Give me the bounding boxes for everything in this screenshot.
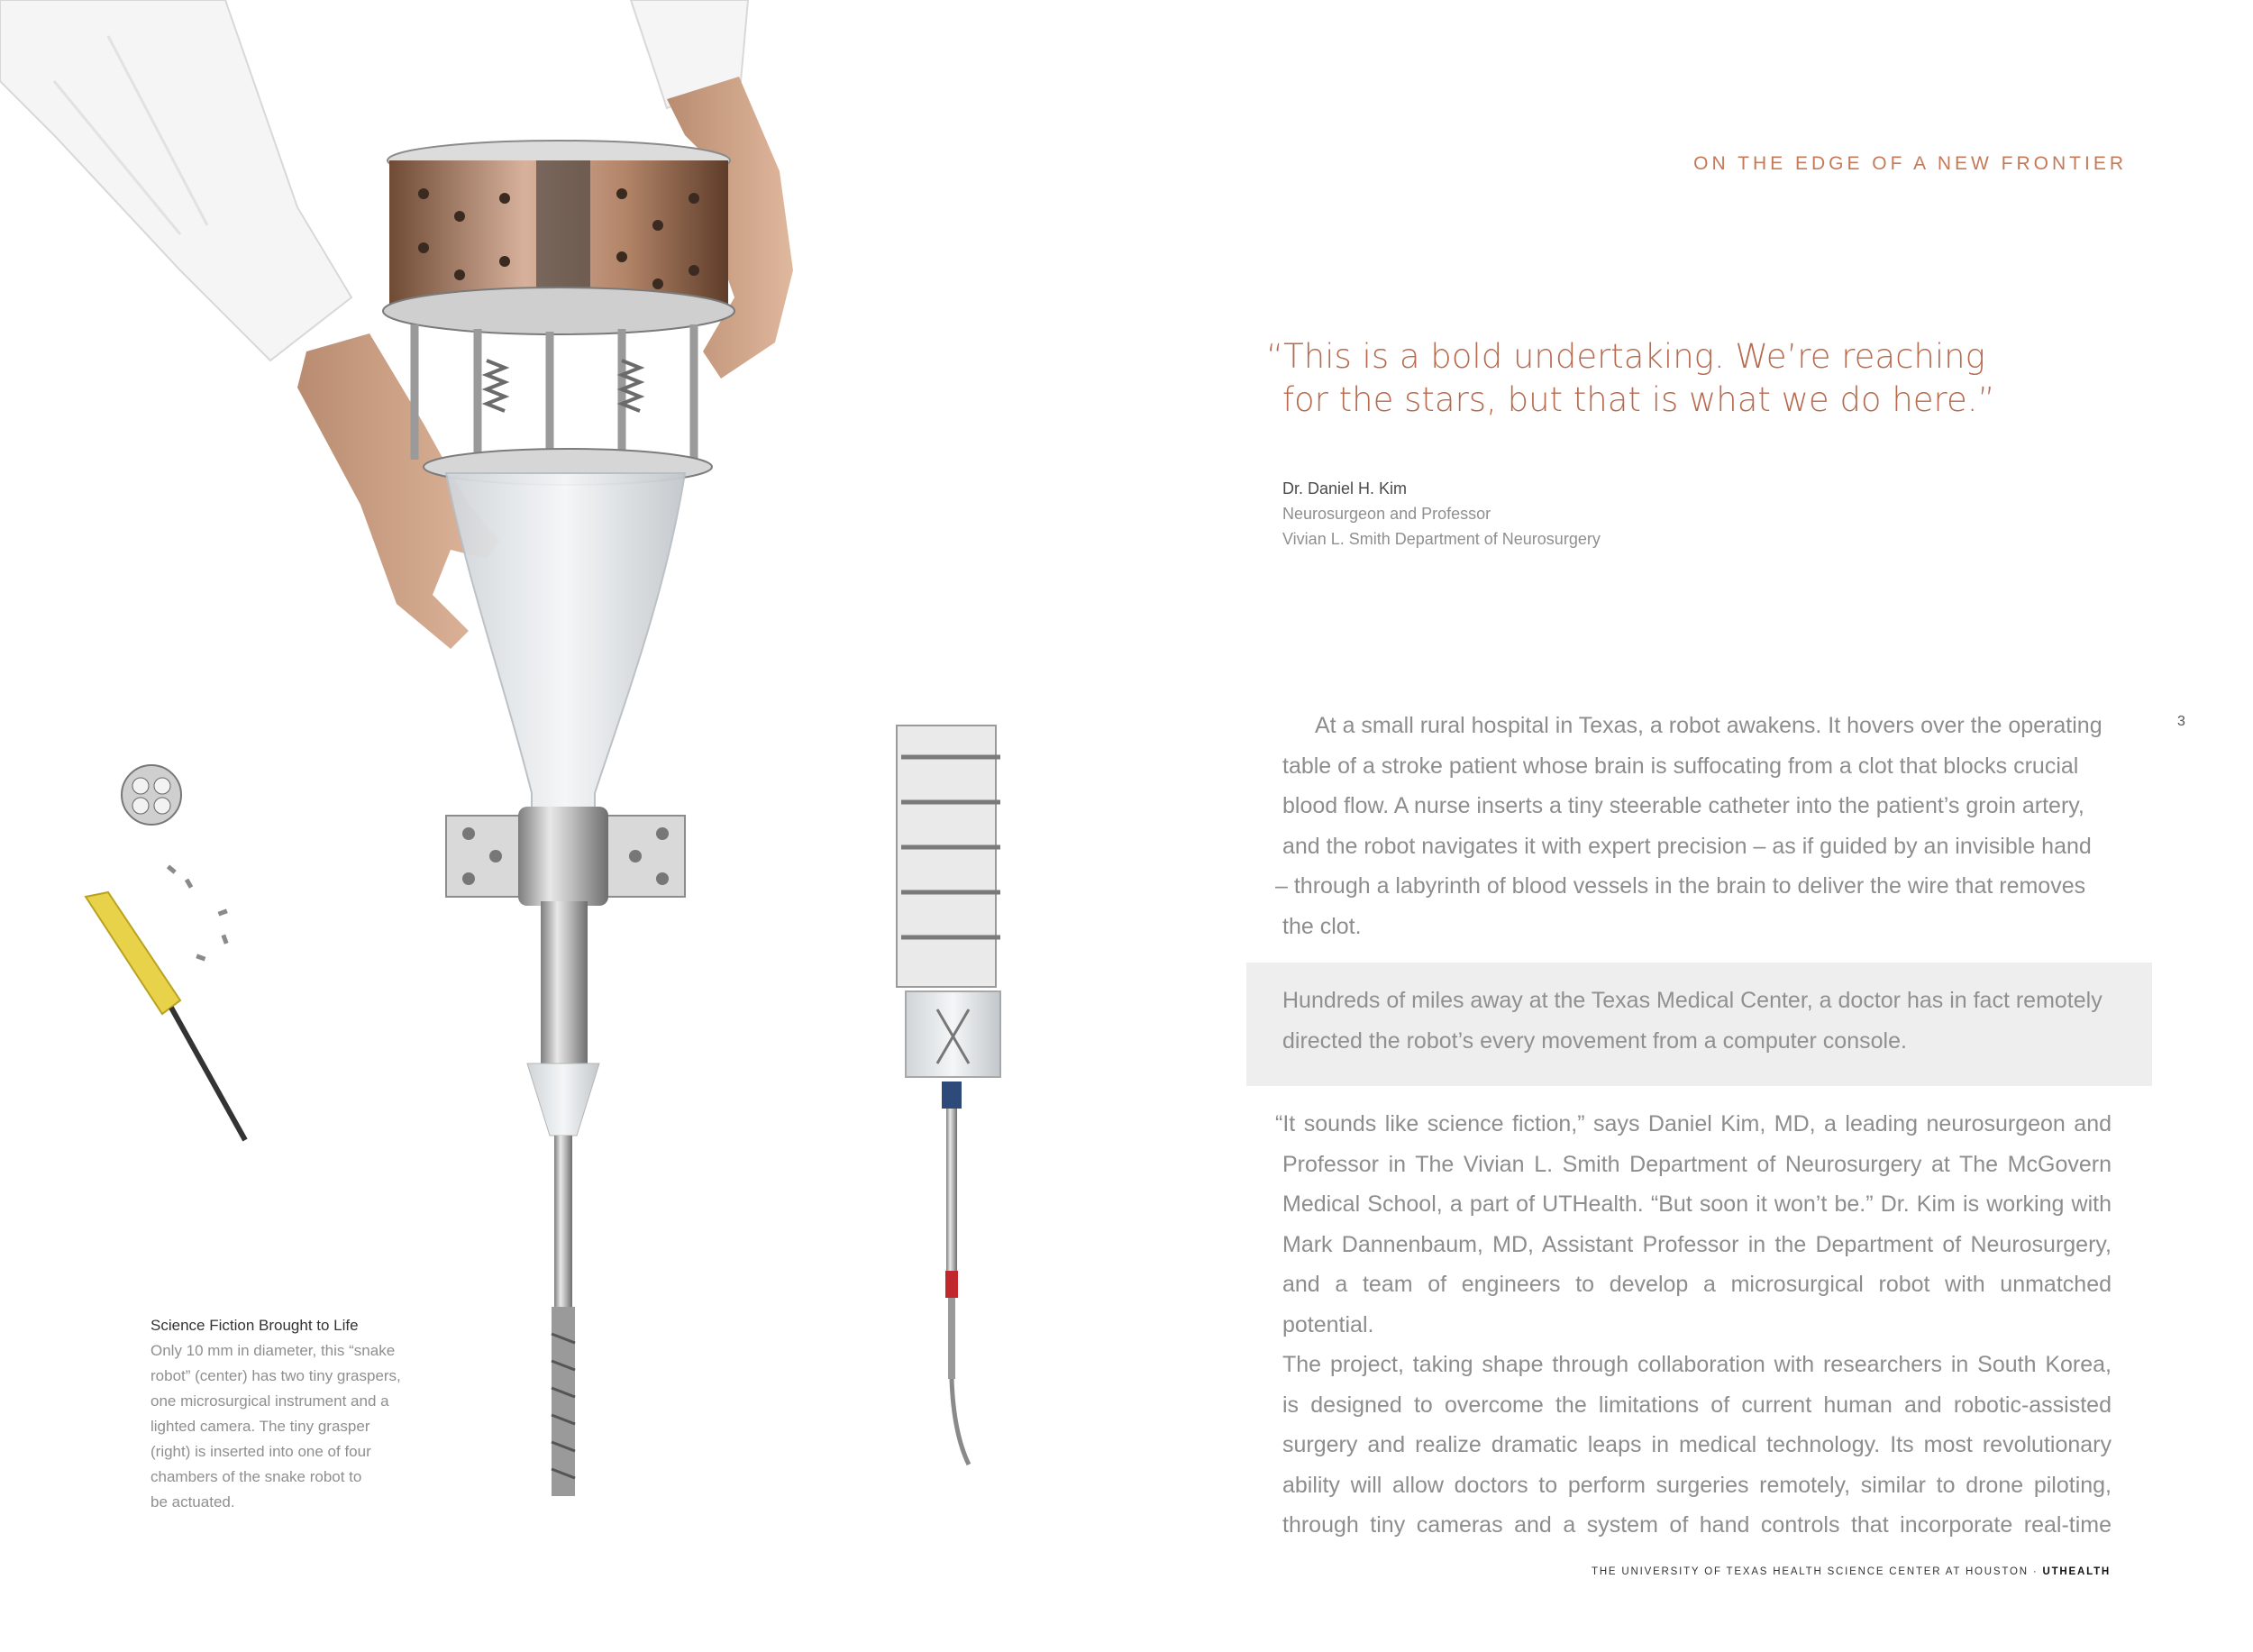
grasper-instrument [897,726,1000,1465]
caption-line: chambers of the snake robot to [151,1468,362,1485]
paragraph-line: blood flow. A nurse inserts a tiny steerable catheter into the patient’s groin artery, [1282,793,2084,818]
paragraph-line: and the robot navigates it with expert precision – as if guided by an invisible hand [1282,833,2092,859]
paragraph-line: – through a labyrinth of blood vessels in the brain to deliver the wire that removes [1275,873,2086,899]
footer-separator: · [2032,1566,2039,1577]
callout-line: Hundreds of miles away at the Texas Medical Center, a doctor has in fact remotely [1282,988,2102,1013]
paragraph-line: is designed to overcome the limitations of current human and robotic-assisted [1282,1392,2112,1418]
caption-line: (right) is inserted into one of four [151,1443,371,1460]
paragraph-line: the clot. [1282,913,1362,939]
caption-line: be actuated. [151,1493,235,1511]
caption-line: Only 10 mm in diameter, this “snake [151,1342,396,1359]
photo-caption [151,1313,448,1515]
paragraph-line: At a small rural hospital in Texas, a robot awakens. It hovers over the operating [1315,713,2102,738]
callout-box [1246,963,2152,1086]
caption-line: lighted camera. The tiny grasper [151,1418,370,1435]
paragraph-line: Medical School, a part of UTHealth. “But soon it won’t be.” Dr. Kim is working with [1282,1191,2112,1217]
caption-line: robot” (center) has two tiny graspers, [151,1367,401,1384]
callout-line: directed the robot’s every movement from a computer console. [1282,1027,1907,1054]
pull-quote-line-1: “This is a bold undertaking. We’re reaching [1266,337,1985,376]
screwdriver [86,892,245,1140]
page-number: 3 [2177,714,2185,729]
paragraph-intro [1275,706,2112,946]
paragraph-line: ability will allow doctors to perform surgeries remotely, similar to drone piloting, [1282,1472,2112,1498]
paragraph-line: table of a stroke patient whose brain is suffocating from a clot that blocks crucial [1282,753,2079,779]
paragraph-line: surgery and realize dramatic leaps in medical technology. Its most revolutionary [1282,1432,2112,1457]
robot-drum [383,141,734,485]
robot-clamp [446,807,685,906]
paragraph-line: The project, taking shape through collaboration with researchers in South Korea, [1282,1352,2112,1377]
robot-funnel [446,473,685,811]
attribution-department: Vivian L. Smith Department of Neurosurgery [1282,530,1601,548]
left-sleeve [0,0,351,361]
small-parts [122,765,229,962]
footer-brand: UTHEALTH [2042,1566,2111,1577]
footer-institution: THE UNIVERSITY OF TEXAS HEALTH SCIENCE CENTER AT HOUSTON [1592,1566,2029,1577]
pull-quote-line-2: for the stars, but that is what we do here.” [1282,380,1995,419]
paragraph-line: “It sounds like science fiction,” says Daniel Kim, MD, a leading neurosurgeon and [1275,1111,2112,1136]
callout-text [1282,981,2121,1061]
paragraph-line: and a team of engineers to develop a microsurgical robot with unmatched potential. [1282,1272,2112,1337]
quote-attribution [1282,476,1601,552]
page-footer [1352,1566,2111,1577]
paragraph-line: through tiny cameras and a system of hand controls that incorporate real-time [1282,1512,2112,1538]
section-kicker: ON THE EDGE OF A NEW FRONTIER [1693,153,2127,174]
caption-line: one microsurgical instrument and a [151,1392,389,1410]
paragraph-line: Professor in The Vivian L. Smith Department of Neurosurgery at The McGovern [1282,1151,2112,1177]
paragraph-line: Mark Dannenbaum, MD, Assistant Professor in the Department of Neurosurgery, [1282,1231,2112,1257]
attribution-title: Neurosurgeon and Professor [1282,505,1491,523]
paragraph-main [1275,1104,2112,1546]
attribution-name: Dr. Daniel H. Kim [1282,479,1408,497]
caption-title: Science Fiction Brought to Life [151,1317,359,1334]
pull-quote [1266,335,2059,422]
robot-shaft [541,901,588,1063]
